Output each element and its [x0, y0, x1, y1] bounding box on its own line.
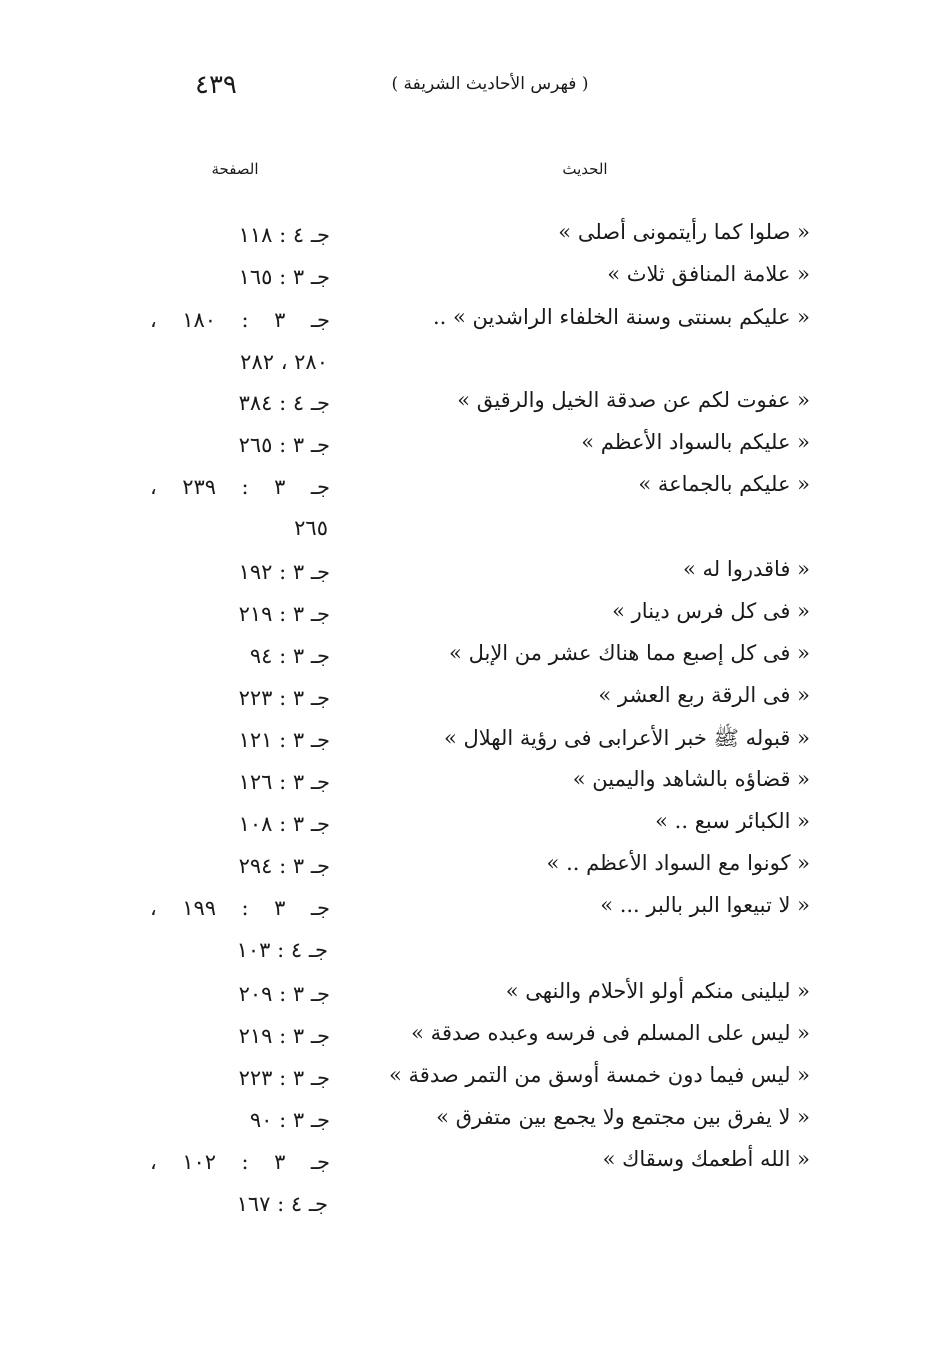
- column-header-hadith: الحديث: [562, 160, 608, 178]
- page-reference-continued: ٢٨٠ ، ٢٨٢: [240, 350, 328, 374]
- page-reference-continued: جـ ٤ : ١٦٧: [236, 1192, 328, 1216]
- hadith-text: « كونوا مع السواد الأعظم .. »: [546, 851, 810, 875]
- hadith-text: « عليكم بالجماعة »: [638, 472, 810, 496]
- page-reference: جـ ٣ : ٩٤: [249, 644, 330, 668]
- hadith-text: « ليلينى منكم أولو الأحلام والنهى »: [505, 979, 810, 1003]
- page-reference: جـ ٣ : ٢٩٤: [238, 854, 330, 878]
- page-reference: جـ ٣ : ٢١٩: [238, 1024, 330, 1048]
- page-reference: جـ ٣ : ٢٢٣: [238, 686, 330, 710]
- hadith-text: « الكبائر سبع .. »: [655, 809, 810, 833]
- page-reference: جـ ٣ : ١٩٢: [238, 560, 330, 584]
- hadith-text: « فى كل إصبع مما هناك عشر من الإبل »: [449, 641, 810, 665]
- page-reference: جـ ٣ : ١٢٦: [238, 770, 330, 794]
- hadith-text: « لا يفرق بين مجتمع ولا يجمع بين متفرق »: [436, 1105, 810, 1129]
- page-reference-text: جـ ٣ : ١٩٩ ،: [150, 896, 330, 920]
- hadith-text: « عليكم بسنتى وسنة الخلفاء الراشدين » ..: [433, 305, 810, 329]
- page-reference-text: جـ ٣ : ٢٣٩ ،: [150, 475, 330, 499]
- hadith-text: « عليكم بالسواد الأعظم »: [581, 430, 810, 454]
- hadith-text: « قبوله ﷺ خبر الأعرابى فى رؤية الهلال »: [444, 726, 810, 750]
- hadith-text: « لا تبيعوا البر بالبر ... »: [600, 893, 810, 917]
- page-reference: جـ ٤ : ٣٨٤: [238, 391, 330, 415]
- hadith-text: « ليس فيما دون خمسة أوسق من التمر صدقة »: [389, 1063, 810, 1087]
- page-reference: جـ ٤ : ١١٨: [238, 223, 330, 247]
- page-reference-continued: جـ ٤ : ١٠٣: [236, 938, 328, 962]
- page-reference: جـ ٣ : ٢٦٥: [238, 433, 330, 457]
- hadith-text: « عفوت لكم عن صدقة الخيل والرقيق »: [457, 388, 810, 412]
- hadith-text: « فى كل فرس دينار »: [612, 599, 810, 623]
- page-reference: [150, 1150, 330, 1174]
- page-reference: جـ ٣ : ١٢١: [238, 728, 330, 752]
- hadith-text: « قضاؤه بالشاهد واليمين »: [572, 767, 810, 791]
- page-reference-text: جـ ٣ : ١٨٠ ،: [150, 308, 330, 332]
- page-reference: جـ ٣ : ٢٢٣: [238, 1066, 330, 1090]
- page-reference: [150, 308, 330, 332]
- hadith-text: « فاقدروا له »: [683, 557, 810, 581]
- hadith-text: « علامة المنافق ثلاث »: [607, 262, 810, 286]
- page-reference: جـ ٣ : ١٠٨: [238, 812, 330, 836]
- column-header-page: الصفحة: [211, 160, 259, 178]
- page-reference: جـ ٣ : ٢٠٩: [238, 982, 330, 1006]
- hadith-text: « صلوا كما رأيتمونى أصلى »: [558, 220, 810, 244]
- page-reference: [150, 475, 330, 499]
- page-reference: جـ ٣ : ١٦٥: [238, 265, 330, 289]
- hadith-text: « ليس على المسلم فى فرسه وعبده صدقة »: [411, 1021, 810, 1045]
- running-title: ( فهرس الأحاديث الشريفة ): [391, 74, 589, 94]
- page-reference-continued: ٢٦٥: [294, 516, 328, 540]
- page-number: ٤٣٩: [195, 70, 237, 100]
- hadith-text: « فى الرقة ربع العشر »: [598, 683, 810, 707]
- page-reference: [150, 896, 330, 920]
- page-reference: جـ ٣ : ٢١٩: [238, 602, 330, 626]
- page-reference: جـ ٣ : ٩٠: [249, 1108, 330, 1132]
- page-reference-text: جـ ٣ : ١٠٢ ،: [150, 1150, 330, 1174]
- hadith-text: « الله أطعمك وسقاك »: [602, 1147, 810, 1171]
